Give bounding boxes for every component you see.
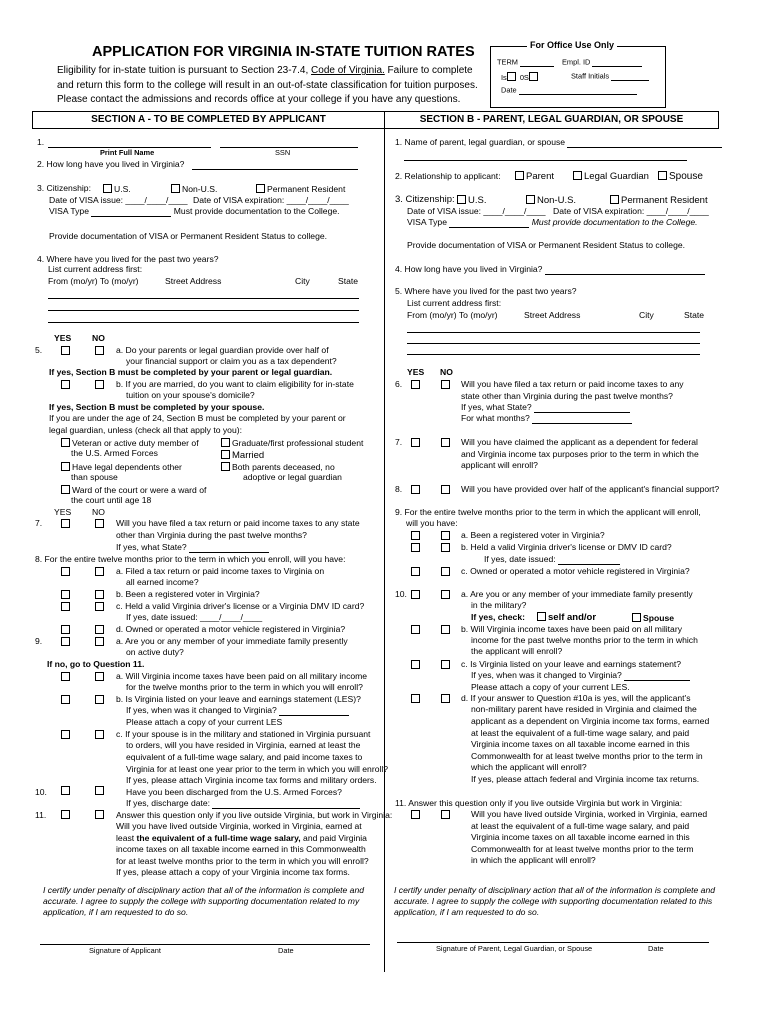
b-q7-no[interactable] — [441, 438, 450, 447]
a-q10-no[interactable] — [95, 786, 104, 795]
a-dep-checkbox[interactable] — [61, 462, 70, 471]
a-q7-state-field[interactable] — [189, 544, 269, 553]
a-signature-line[interactable] — [40, 944, 370, 945]
a-q8d-no[interactable] — [95, 625, 104, 634]
b-guardian-checkbox[interactable] — [573, 171, 582, 180]
a-q9b-yes[interactable] — [61, 672, 70, 681]
b-spouse-checkbox[interactable] — [658, 171, 667, 180]
intro-text-3: Please contact the admissions and records office at your college if you have any questions. — [57, 94, 461, 105]
a-q7-no[interactable] — [95, 519, 104, 528]
a-married-checkbox[interactable] — [221, 450, 230, 459]
a-date-label: Date — [278, 946, 294, 955]
section-b-header: SECTION B - PARENT, LEGAL GUARDIAN, OR SPOUSE — [384, 111, 719, 129]
b-certify: I certify under penalty of disciplinary action that all of the information is complete and — [394, 885, 716, 895]
os-checkbox[interactable] — [529, 72, 538, 81]
office-term: TERM — [497, 58, 554, 67]
office-staff: Staff Initials — [571, 72, 649, 81]
a-nonus-checkbox[interactable] — [171, 184, 180, 193]
b-q10c-no[interactable] — [441, 660, 450, 669]
a-q8a-no[interactable] — [95, 567, 104, 576]
office-use-title: For Office Use Only — [527, 40, 617, 50]
print-full-name-label: Print Full Name — [100, 148, 155, 157]
a-q9c-date-field[interactable] — [279, 707, 349, 716]
a-q9d-yes[interactable] — [61, 730, 70, 739]
office-date: Date — [501, 86, 637, 95]
b-q11-yes[interactable] — [411, 810, 420, 819]
a-discharge-date-field[interactable] — [212, 800, 360, 809]
b-q10c-yes[interactable] — [411, 660, 420, 669]
b-perm-checkbox[interactable] — [610, 195, 619, 204]
a-q5b-yes[interactable] — [61, 380, 70, 389]
a-q9a-yes[interactable] — [61, 637, 70, 646]
a-deceased-checkbox[interactable] — [221, 462, 230, 471]
a-q4: 4. Where have you lived for the past two years? — [37, 254, 219, 264]
b-name-field[interactable] — [567, 139, 722, 148]
a-ward-checkbox[interactable] — [61, 485, 70, 494]
a-q9b-no[interactable] — [95, 672, 104, 681]
b-q6-yes[interactable] — [411, 380, 420, 389]
a-perm-checkbox[interactable] — [256, 184, 265, 193]
b-us-checkbox[interactable] — [457, 195, 466, 204]
a-q9d-no[interactable] — [95, 730, 104, 739]
a-q5b-no[interactable] — [95, 380, 104, 389]
b-date-label: Date — [648, 944, 664, 953]
a-q8b-yes[interactable] — [61, 590, 70, 599]
b-q10b-yes[interactable] — [411, 625, 420, 634]
a-vet-checkbox[interactable] — [61, 438, 70, 447]
a-q9c-no[interactable] — [95, 695, 104, 704]
a-q11-no[interactable] — [95, 810, 104, 819]
b-q10a-no[interactable] — [441, 590, 450, 599]
b-q8-yes[interactable] — [411, 485, 420, 494]
ssn-label: SSN — [275, 148, 291, 157]
b-q10-spouse-checkbox[interactable] — [632, 613, 641, 622]
b-q11-no[interactable] — [441, 810, 450, 819]
b-address-line[interactable] — [407, 332, 700, 333]
a-grad-checkbox[interactable] — [221, 438, 230, 447]
a-q9c-yes[interactable] — [61, 695, 70, 704]
a-q7-yes[interactable] — [61, 519, 70, 528]
b-q7-yes[interactable] — [411, 438, 420, 447]
a-signature-label: Signature of Applicant — [89, 946, 161, 955]
b-address-line[interactable] — [407, 343, 700, 344]
a-address-line[interactable] — [48, 298, 359, 299]
a-visa-type: VISA Type Must provide documentation to the College. — [49, 206, 340, 216]
b-q9b-no[interactable] — [441, 543, 450, 552]
a-visa-doc: Provide documentation of VISA or Permanent Resident Status to college. — [49, 231, 328, 241]
a-q8c-no[interactable] — [95, 602, 104, 611]
a-visa-exp: Date of VISA expiration: ____/____/____ — [193, 195, 349, 205]
b-q4-field[interactable] — [545, 266, 705, 275]
a-q3: 3. Citizenship: — [37, 183, 91, 193]
b-signature-label: Signature of Parent, Legal Guardian, or Spouse — [436, 944, 593, 953]
a-q8d-yes[interactable] — [61, 625, 70, 634]
b-q9a-no[interactable] — [441, 531, 450, 540]
b-q10d-yes[interactable] — [411, 694, 420, 703]
b-self-checkbox[interactable] — [537, 612, 546, 621]
intro-text: Eligibility for in-state tuition is pursuant to Section 23-7.4, Code of Virginia. Failure to complete — [57, 65, 473, 76]
a-q2: 2. How long have you lived in Virginia? — [37, 159, 185, 169]
section-a-header: SECTION A - TO BE COMPLETED BY APPLICANT — [32, 111, 385, 129]
a-address-line[interactable] — [48, 310, 359, 311]
b-q6-no[interactable] — [441, 380, 450, 389]
a-q8b-no[interactable] — [95, 590, 104, 599]
is-checkbox[interactable] — [507, 72, 516, 81]
a-q2-field[interactable] — [192, 169, 358, 170]
a-q9a-no[interactable] — [95, 637, 104, 646]
b-q9c-yes[interactable] — [411, 567, 420, 576]
column-divider — [384, 127, 385, 972]
b-name-line[interactable] — [404, 160, 687, 161]
intro-text-2: and return this form to the college will result in an out-of-state classification for tuition purposes. — [57, 80, 478, 91]
a-us-checkbox[interactable] — [103, 184, 112, 193]
a-q8a-yes[interactable] — [61, 567, 70, 576]
b-address-line[interactable] — [407, 354, 700, 355]
a-certify: I certify under penalty of disciplinary action that all of the information is complete and — [43, 885, 365, 895]
a-q5a-yes[interactable] — [61, 346, 70, 355]
b-nonus-checkbox[interactable] — [526, 195, 535, 204]
b-q10b-no[interactable] — [441, 625, 450, 634]
b-q8-no[interactable] — [441, 485, 450, 494]
office-is-os: Is 0S — [501, 72, 540, 83]
a-visa-issue: Date of VISA issue: ____/____/____ — [49, 195, 188, 205]
b-parent-checkbox[interactable] — [515, 171, 524, 180]
b-q9a-yes[interactable] — [411, 531, 420, 540]
b-q10d-no[interactable] — [441, 694, 450, 703]
b-q9b-yes[interactable] — [411, 543, 420, 552]
office-empl-id: Empl. ID — [562, 58, 642, 67]
b-q1: 1. Name of parent, legal guardian, or spouse — [395, 138, 722, 148]
b-q9c-no[interactable] — [441, 567, 450, 576]
page-title: APPLICATION FOR VIRGINIA IN-STATE TUITION RATES — [92, 44, 475, 60]
a-address-line[interactable] — [48, 322, 359, 323]
a-q11-yes[interactable] — [61, 810, 70, 819]
b-signature-line[interactable] — [397, 942, 709, 943]
a-q8c-yes[interactable] — [61, 602, 70, 611]
a-q10-yes[interactable] — [61, 786, 70, 795]
a-q5a-no[interactable] — [95, 346, 104, 355]
b-q10a-yes[interactable] — [411, 590, 420, 599]
